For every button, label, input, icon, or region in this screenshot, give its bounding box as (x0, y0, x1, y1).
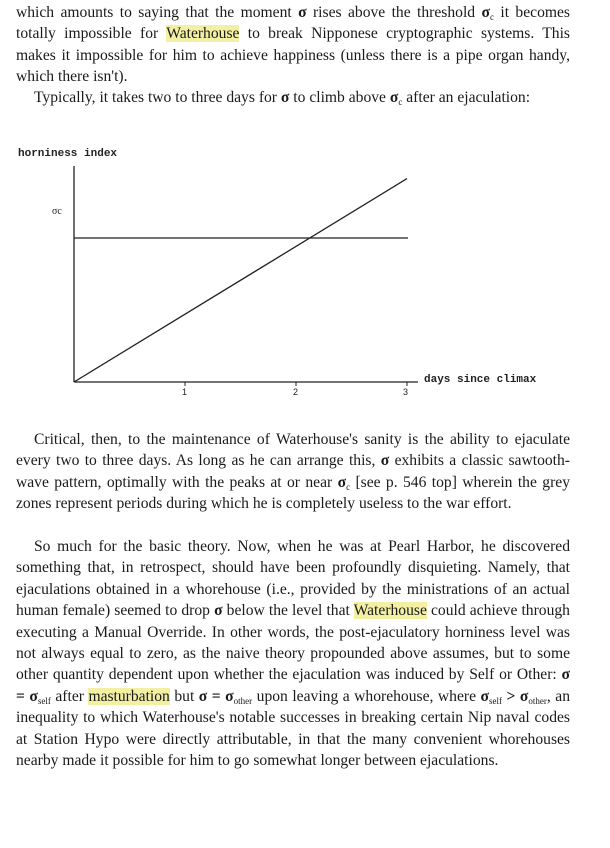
x-axis-label: days since climax (424, 374, 537, 386)
paragraph-1: which amounts to saying that the moment σ rises above the threshold $\sigma_c$ it becomes totally impossible for Waterhouse to break Nipponese cryptographic systems. This makes it impossible for him to achieve happiness (unless there is a pipe organ handy, which there isn't). (16, 4, 570, 86)
x-tick-label-3: 3 (403, 387, 409, 397)
x-tick-label-1: 1 (182, 387, 188, 397)
highlight-waterhouse-2: Waterhouse (353, 602, 427, 620)
highlight-waterhouse: Waterhouse (166, 25, 240, 43)
horniness-line (74, 179, 407, 382)
paragraph-4: So much for the basic theory. Now, when he was at Pearl Harbor, he discovered something that, in retrospect, should have been profoundly disquieting. Namely, that ejaculations obtained in a whorehouse (i.e., provided by the ministrations of an actual human female) seemed to drop σ below the level that Waterhouse could achieve through executing a Manual Override. In other words, the post-ejaculatory horniness level was not always equal to zero, as the naive theory propounded above assumes, but to some other quantity dependent upon whether the ejaculation was induced by Self or Other: $\sigma = \sigma_{self}$ after masturbation but $\sigma = \sigma_{other}$ upon leaving a whorehouse, where $\sigma_{self} > \sigma_{other}$, an inequality to which Waterhouse's notable successes in breaking certain Nip naval codes at Station Hypo were directly attributable, in that the many convenient whorehouses nearby made it possible for him to go somewhat longer between ejaculations. (16, 538, 570, 770)
y-axis-label: horniness index (18, 148, 118, 160)
x-tick-label-2: 2 (293, 387, 299, 397)
paragraph-3: Critical, then, to the maintenance of Waterhouse's sanity is the ability to ejaculate every two to three days. As long as he can arrange this, σ exhibits a classic sawtooth-wave pattern, optimally with the peaks at or near $\sigma_c$ [see p. 546 top] wherein the grey zones represent periods during which he is completely useless to the war effort. (16, 431, 570, 513)
paragraph-2: Typically, it takes two to three days for σ to climb above $\sigma_c$ after an ejaculation: (34, 89, 531, 107)
sigma-c-tick-label: σc (52, 206, 62, 217)
highlight-masturbation: masturbation (88, 687, 170, 705)
x-axis-ticks (185, 382, 407, 386)
